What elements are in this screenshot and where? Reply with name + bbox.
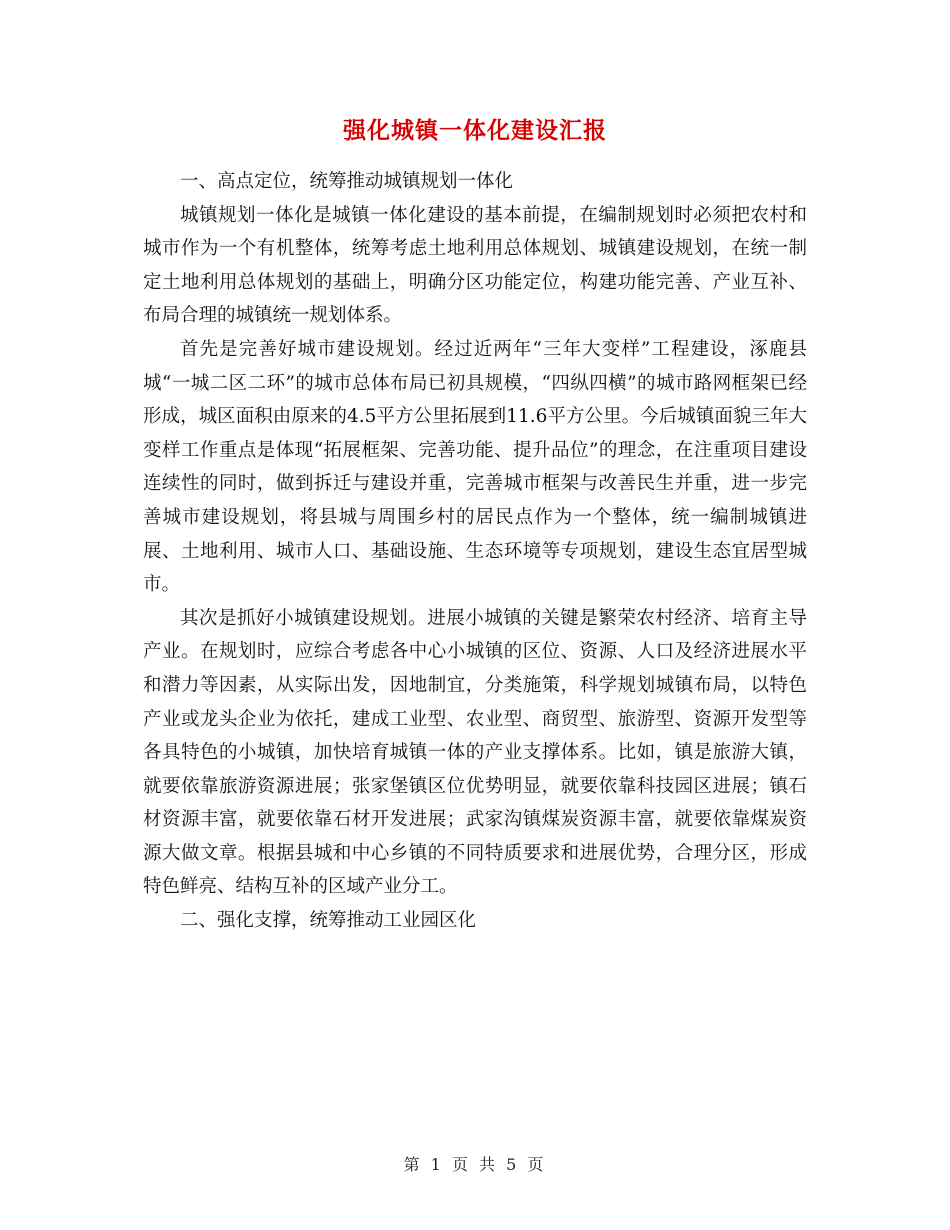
section-heading-2: 二、强化支撑，统筹推动工业园区化 <box>180 910 477 932</box>
section-heading-1: 一、高点定位，统筹推动城镇规划一体化 <box>180 171 514 192</box>
paragraph-1: 城镇规划一体化是城镇一体化建设的基本前提，在编制规划时必须把农村和城市作为一个有机整体，统筹考虑土地利用总体规划、城镇建设规划，在统一制定土地利用总体规划的基础上，明确分区功能定位，构建功能完善、产业互补、布局合理的城镇统一规划体系。 <box>143 204 807 327</box>
paragraph-2: 首先是完善好城市建设规划。经过近两年“三年大变样”工程建设，涿鹿县城“一城二区二环”的城市总体布局已初具规模，“四纵四横”的城市路网框架已经形成，城区面积由原来的4.5平方公里拓展到11.6平方公里。今后城镇面貌三年大变样工作重点是体现“拓展框架、完善功能、提升品位”的理念，在注重项目建设连续性的同时，做到拆迁与建设并重，完善城市框架与改善民生并重，进一步完善城市建设规划，将县城与周围乡村的居民点作为一个整体，统一编制城镇进展、土地利用、城市人口、基础设施、生态环境等专项规划，建设生态宜居型城市。 <box>143 338 807 596</box>
document-title: 强化城镇一体化建设汇报 <box>343 118 607 144</box>
document-body <box>143 165 807 938</box>
page-footer: 第 1 页 共 5 页 <box>403 1155 547 1174</box>
paragraph-3: 其次是抓好小城镇建设规划。进展小城镇的关键是繁荣农村经济、培育主导产业。在规划时，应综合考虑各中心小城镇的区位、资源、人口及经济进展水平和潜力等因素，从实际出发，因地制宜，分类施策，科学规划城镇布局，以特色产业或龙头企业为依托，建成工业型、农业型、商贸型、旅游型、资源开发型等各具特色的小城镇，加快培育城镇一体的产业支撑体系。比如，镇是旅游大镇，就要依靠旅游资源进展；张家堡镇区位优势明显，就要依靠科技园区进展；镇石材资源丰富，就要依靠石材开发进展；武家沟镇煤炭资源丰富，就要依靠煤炭资源大做文章。根据县城和中心乡镇的不同特质要求和进展优势，合理分区，形成特色鲜亮、结构互补的区域产业分工。 <box>143 607 807 898</box>
